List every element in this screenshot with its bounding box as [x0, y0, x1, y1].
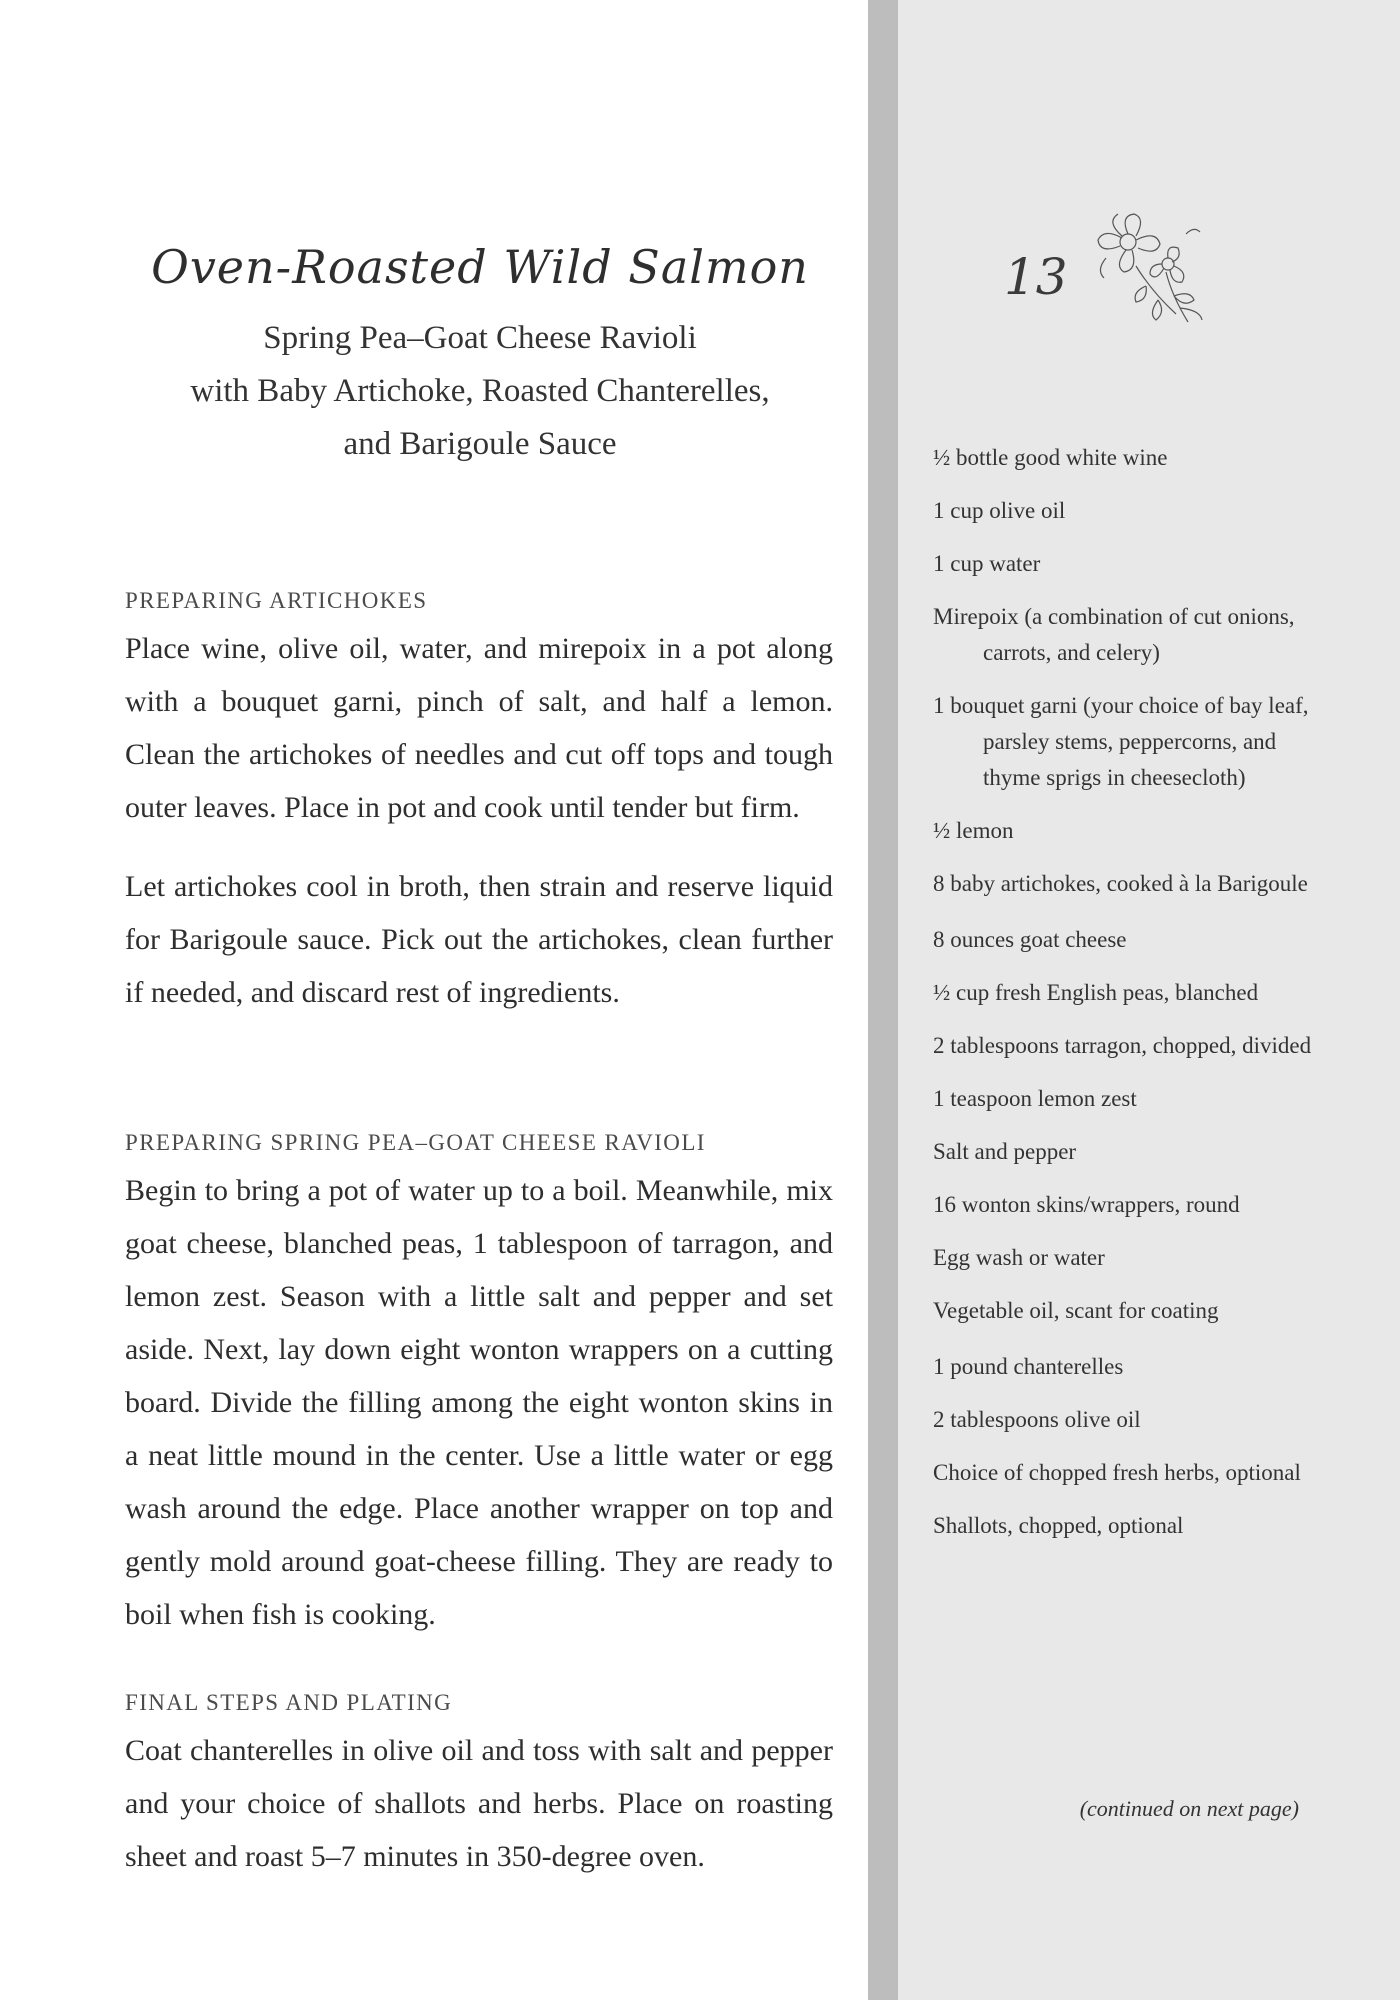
- subtitle-line: with Baby Artichoke, Roasted Chanterelles,: [190, 373, 770, 409]
- recipe-title: Oven-Roasted Wild Salmon: [151, 240, 809, 294]
- ingredient-item: 1 pound chanterelles: [933, 1354, 1124, 1379]
- recipe-subtitle: [60, 312, 900, 471]
- ingredient-item: 1 cup water: [933, 551, 1041, 576]
- ingredient-item: 2 tablespoons olive oil: [933, 1407, 1141, 1432]
- ingredient-item: ½ bottle good white wine: [933, 445, 1168, 470]
- ingredients-list: [933, 440, 1313, 1561]
- ingredient-item: ½ lemon: [933, 818, 1014, 843]
- ingredient-item: 8 ounces goat cheese: [933, 927, 1127, 952]
- ingredient-item: Mirepoix (a combination of cut onions, carrots, and celery): [933, 604, 1295, 665]
- ingredient-item: 1 cup olive oil: [933, 498, 1066, 523]
- section-paragraph: Begin to bring a pot of water up to a boil. Meanwhile, mix goat cheese, blanched peas, 1 tablespoon of tarragon, and lemon zest. Season with a little salt and pepper and set aside. Next, lay down eight wonton wrappers on a cutting board. Divide the filling among the eight wonton skins in a neat little mound in the center. Use a little water or egg wash around the edge. Place another wrapper on top and gently mold around goat-cheese filling. They are ready to boil when fish is cooking.: [125, 1174, 833, 1631]
- ingredient-item: ½ cup fresh English peas, blanched: [933, 980, 1259, 1005]
- section-final-steps: [125, 1690, 833, 1909]
- section-paragraph: Let artichokes cool in broth, then strain and reserve liquid for Barigoule sauce. Pick out the artichokes, clean further if needed, and discard rest of ingredients.: [125, 870, 833, 1009]
- ingredient-item: 2 tablespoons tarragon, chopped, divided: [933, 1033, 1312, 1058]
- section-heading: PREPARING ARTICHOKES: [125, 588, 428, 613]
- ingredient-item: 1 teaspoon lemon zest: [933, 1086, 1137, 1111]
- ingredient-item: 16 wonton skins/wrappers, round: [933, 1192, 1240, 1217]
- ingredient-item: Egg wash or water: [933, 1245, 1105, 1270]
- ingredient-item: Salt and pepper: [933, 1139, 1077, 1164]
- section-preparing-artichokes: [125, 588, 833, 1045]
- section-heading: PREPARING SPRING PEA–GOAT CHEESE RAVIOLI: [125, 1130, 706, 1155]
- page-gutter: [868, 0, 898, 2000]
- section-heading: FINAL STEPS AND PLATING: [125, 1690, 453, 1715]
- ingredient-item: Shallots, chopped, optional: [933, 1513, 1184, 1538]
- ingredient-item: Vegetable oil, scant for coating: [933, 1298, 1219, 1323]
- ingredient-item: Choice of chopped fresh herbs, optional: [933, 1460, 1301, 1485]
- subtitle-line: and Barigoule Sauce: [343, 426, 617, 462]
- page-number: 13: [1004, 248, 1068, 306]
- flower-illustration-icon: [1076, 196, 1216, 336]
- ingredient-item: 8 baby artichokes, cooked à la Barigoule: [933, 871, 1308, 896]
- continued-note: (continued on next page): [1079, 1796, 1299, 1821]
- section-paragraph: Place wine, olive oil, water, and mirepoix in a pot along with a bouquet garni, pinch of salt, and half a lemon. Clean the artichokes of needles and cut off tops and tough outer leaves. Place in pot and cook until tender but firm.: [125, 632, 833, 824]
- subtitle-line: Spring Pea–Goat Cheese Ravioli: [263, 320, 697, 356]
- ingredient-item: 1 bouquet garni (your choice of bay leaf, parsley stems, peppercorns, and thyme sprigs in cheesecloth): [933, 693, 1309, 790]
- section-paragraph: Coat chanterelles in olive oil and toss with salt and pepper and your choice of shallots and herbs. Place on roasting sheet and roast 5–7 minutes in 350-degree oven.: [125, 1734, 833, 1873]
- section-preparing-ravioli: [125, 1130, 833, 1667]
